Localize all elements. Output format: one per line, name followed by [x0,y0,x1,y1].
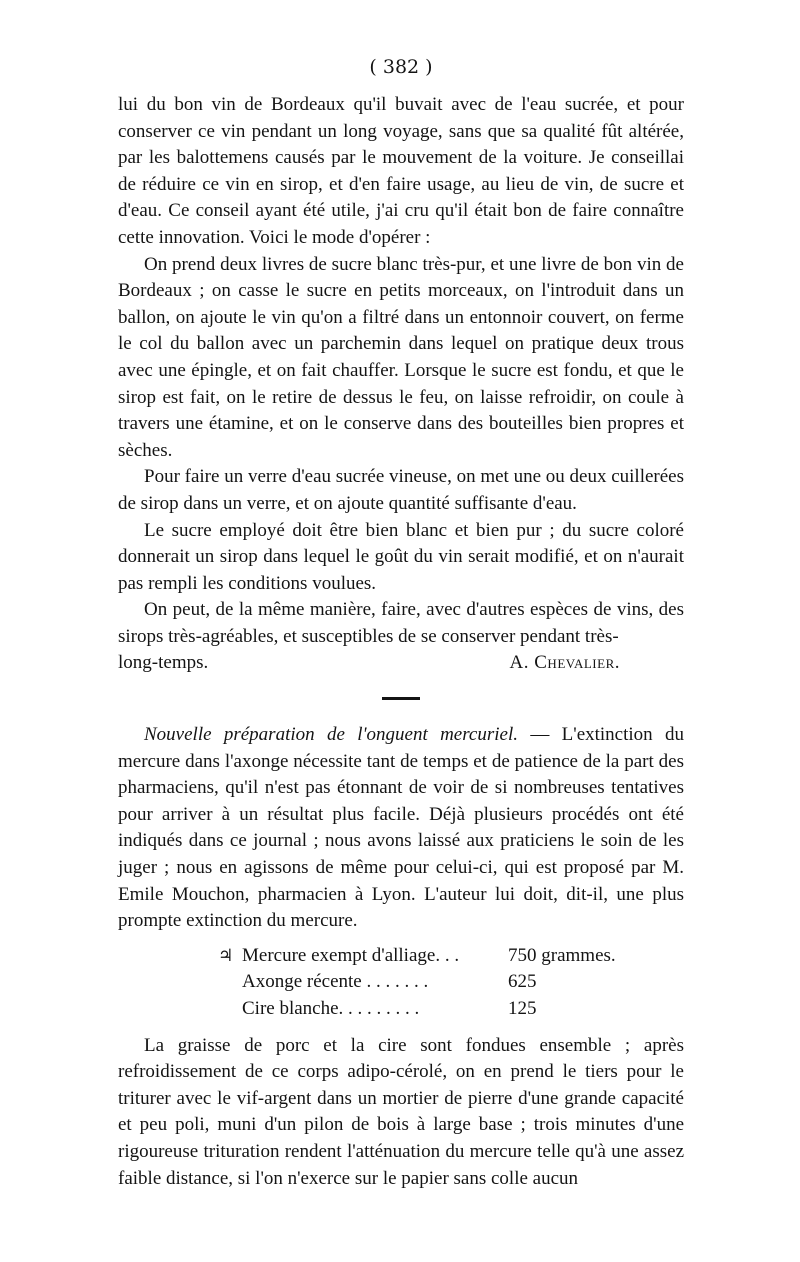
recipe-row [218,996,684,1023]
recipe-row [218,969,684,996]
recipe-table [218,943,684,1023]
last-line-text: long-temps. [118,652,209,674]
recipe-quantity: 125 [508,998,537,1019]
jupiter-symbol-icon: ♃ [218,945,234,966]
author-signature: A. Chevalier. [509,652,620,674]
paragraph-other-wines: On peut, de la même manière, faire, avec d'autres espèces de vins, des sirops très-agréables, et susceptibles de se conserver pendant très- [118,599,684,647]
recipe-item: Mercure exempt d'alliage. . . [242,944,460,966]
recipe-item: Axonge récente . . . . . . . [242,971,429,993]
article-title: Nouvelle préparation de l'onguent mercuriel. [144,724,519,746]
paragraph-procedure: La graisse de porc et la cire sont fondues ensemble ; après refroidissement de ce corps adipo-cérolé, on en prend le tiers pour le triturer avec le vif-argent dans un mortier de pierre d'une grande capacité et peu poli, muni d'un pilon de bois à large base ; trois minutes d'une rigoureuse trituration rendent l'atténuation du mercure telle qu'à une assez faible distance, si l'on n'exerce sur le papier sans colle aucun [118,1034,684,1189]
section-divider [382,697,420,700]
ointment-article [118,722,684,1192]
document-page [118,56,684,1192]
recipe-quantity: 750 grammes. [508,944,616,966]
paragraph-continuation: lui du bon vin de Bordeaux qu'il buvait avec de l'eau sucrée, et pour conserver ce vin pendant un long voyage, sans que sa qualité fût altérée, par les balottemens causés par le mouvement de la voiture. Je conseillai de réduire ce vin en sirop, et d'en faire usage, au lieu de vin, de sucre et d'eau. Ce conseil ayant été utile, j'ai cru qu'il était bon de faire connaître cette innovation. Voici le mode d'opérer : [118,94,684,248]
page-number: ( 382 ) [369,56,433,78]
recipe-row [218,943,684,970]
paragraph-method: On prend deux livres de sucre blanc très-pur, et une livre de bon vin de Bordeaux ; on casse le sucre en petits morceaux, on l'introduit dans un ballon, on ajoute le vin qu'on a filtré dans un entonnoir couvert, on ferme le col du ballon avec un parchemin dans lequel on pratique deux trous avec une épingle, et on fait chauffer. Lorsque le sucre est fondu, et que le sirop est fait, on le retire de dessus le feu, on laisse refroidir, on coule à travers une étamine, et on le conserve dans des bouteilles bien propres et sèches. [118,253,684,461]
paragraph-glass: Pour faire un verre d'eau sucrée vineuse, on met une ou deux cuillerées de sirop dans un verre, et on ajoute quantité suffisante d'eau. [118,466,684,514]
syrup-article [118,92,684,677]
article-intro [118,722,684,935]
paragraph-sugar: Le sucre employé doit être bien blanc et bien pur ; du sucre coloré donnerait un sirop dans lequel le goût du vin serait modifié, et on n'aurait pas rempli les conditions voulues. [118,519,684,594]
article-intro-text: — L'extinction du mercure dans l'axonge nécessite tant de temps et de patience de la part des pharmaciens, qu'il n'est pas étonnant de voir de si nombreuses tentatives pour arriver à un résultat plus facile. Déjà plusieurs procédés ont été indiqués dans ce journal ; nous avons laissé aux praticiens le soin de les juger ; nous en agissons de même pour celui-ci, qui est proposé par M. Emile Mouchon, pharmacien à Lyon. L'auteur lui doit, dit-il, une plus prompte extinction du mercure. [118,724,684,932]
recipe-quantity: 625 [508,971,537,993]
recipe-item: Cire blanche. . . . . . . . . [242,998,420,1019]
signature-line [118,650,684,677]
